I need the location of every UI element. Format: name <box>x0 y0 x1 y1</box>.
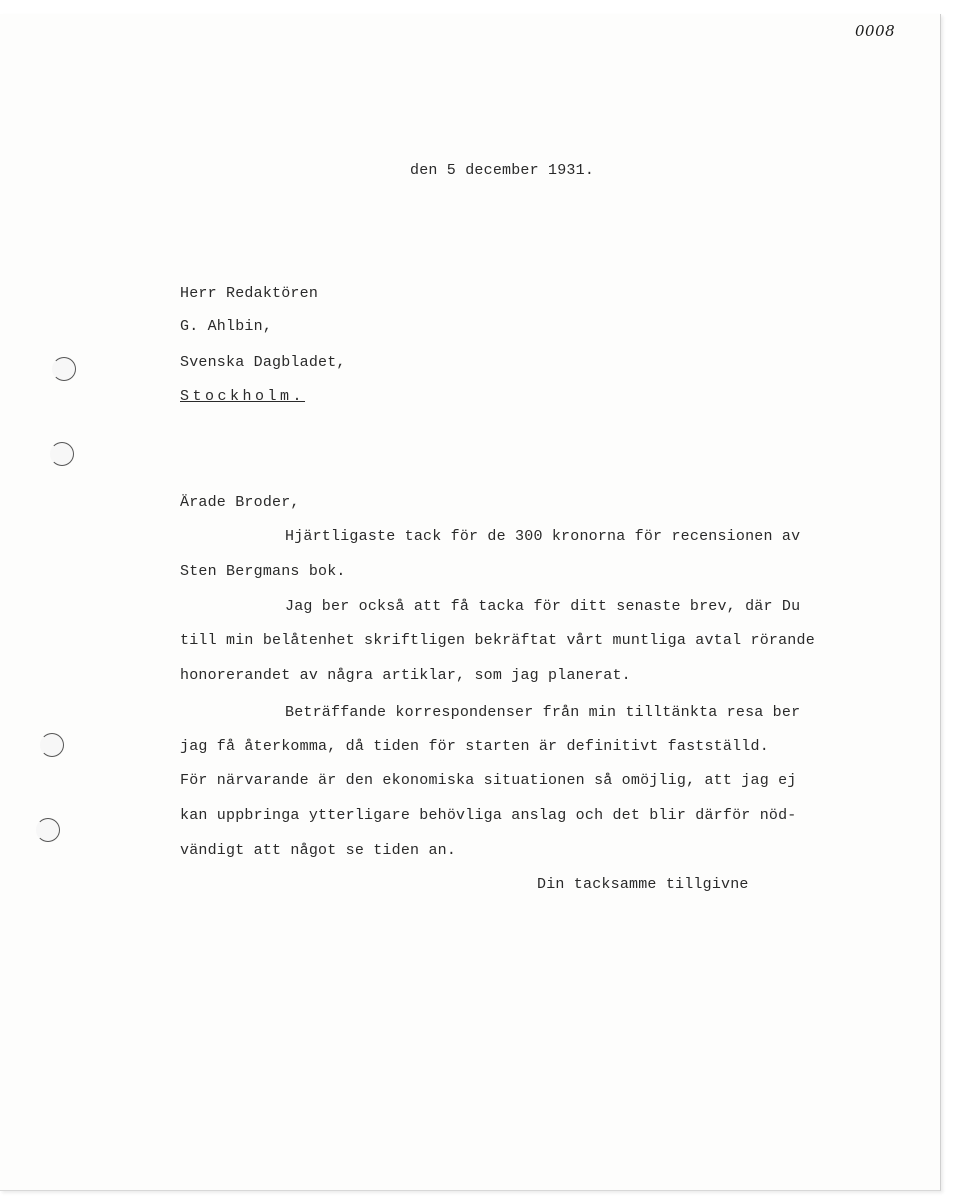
archive-number: 0008 <box>855 22 896 40</box>
body-line: honorerandet av några artiklar, som jag planerat. <box>180 667 631 684</box>
recipient-name: G. Ahlbin, <box>180 318 273 335</box>
recipient-city: Stockholm. <box>180 388 306 405</box>
body-line: Sten Bergmans bok. <box>180 563 346 580</box>
body-line: jag få återkomma, då tiden för starten är definitivt fastställd. <box>180 738 769 755</box>
body-line: kan uppbringa ytterligare behövliga anslag och det blir därför nöd- <box>180 807 797 824</box>
punch-hole <box>36 818 60 842</box>
body-line: Jag ber också att få tacka för ditt senaste brev, där Du <box>285 598 801 615</box>
body-line: vändigt att något se tiden an. <box>180 842 457 859</box>
body-line: till min belåtenhet skriftligen bekräftat vårt muntliga avtal rörande <box>180 632 815 649</box>
recipient-organization: Svenska Dagbladet, <box>180 354 346 371</box>
punch-hole <box>52 357 76 381</box>
body-line: Beträffande korrespondenser från min tilltänkta resa ber <box>285 704 801 721</box>
closing: Din tacksamme tillgivne <box>537 876 749 893</box>
punch-hole <box>50 442 74 466</box>
letter-date: den 5 december 1931. <box>410 162 595 179</box>
punch-hole <box>40 733 64 757</box>
recipient-title: Herr Redaktören <box>180 285 319 302</box>
body-line: Hjärtligaste tack för de 300 kronorna för recensionen av <box>285 528 801 545</box>
body-line: För närvarande är den ekonomiska situationen så omöjlig, att jag ej <box>180 772 797 789</box>
salutation: Ärade Broder, <box>180 494 300 511</box>
